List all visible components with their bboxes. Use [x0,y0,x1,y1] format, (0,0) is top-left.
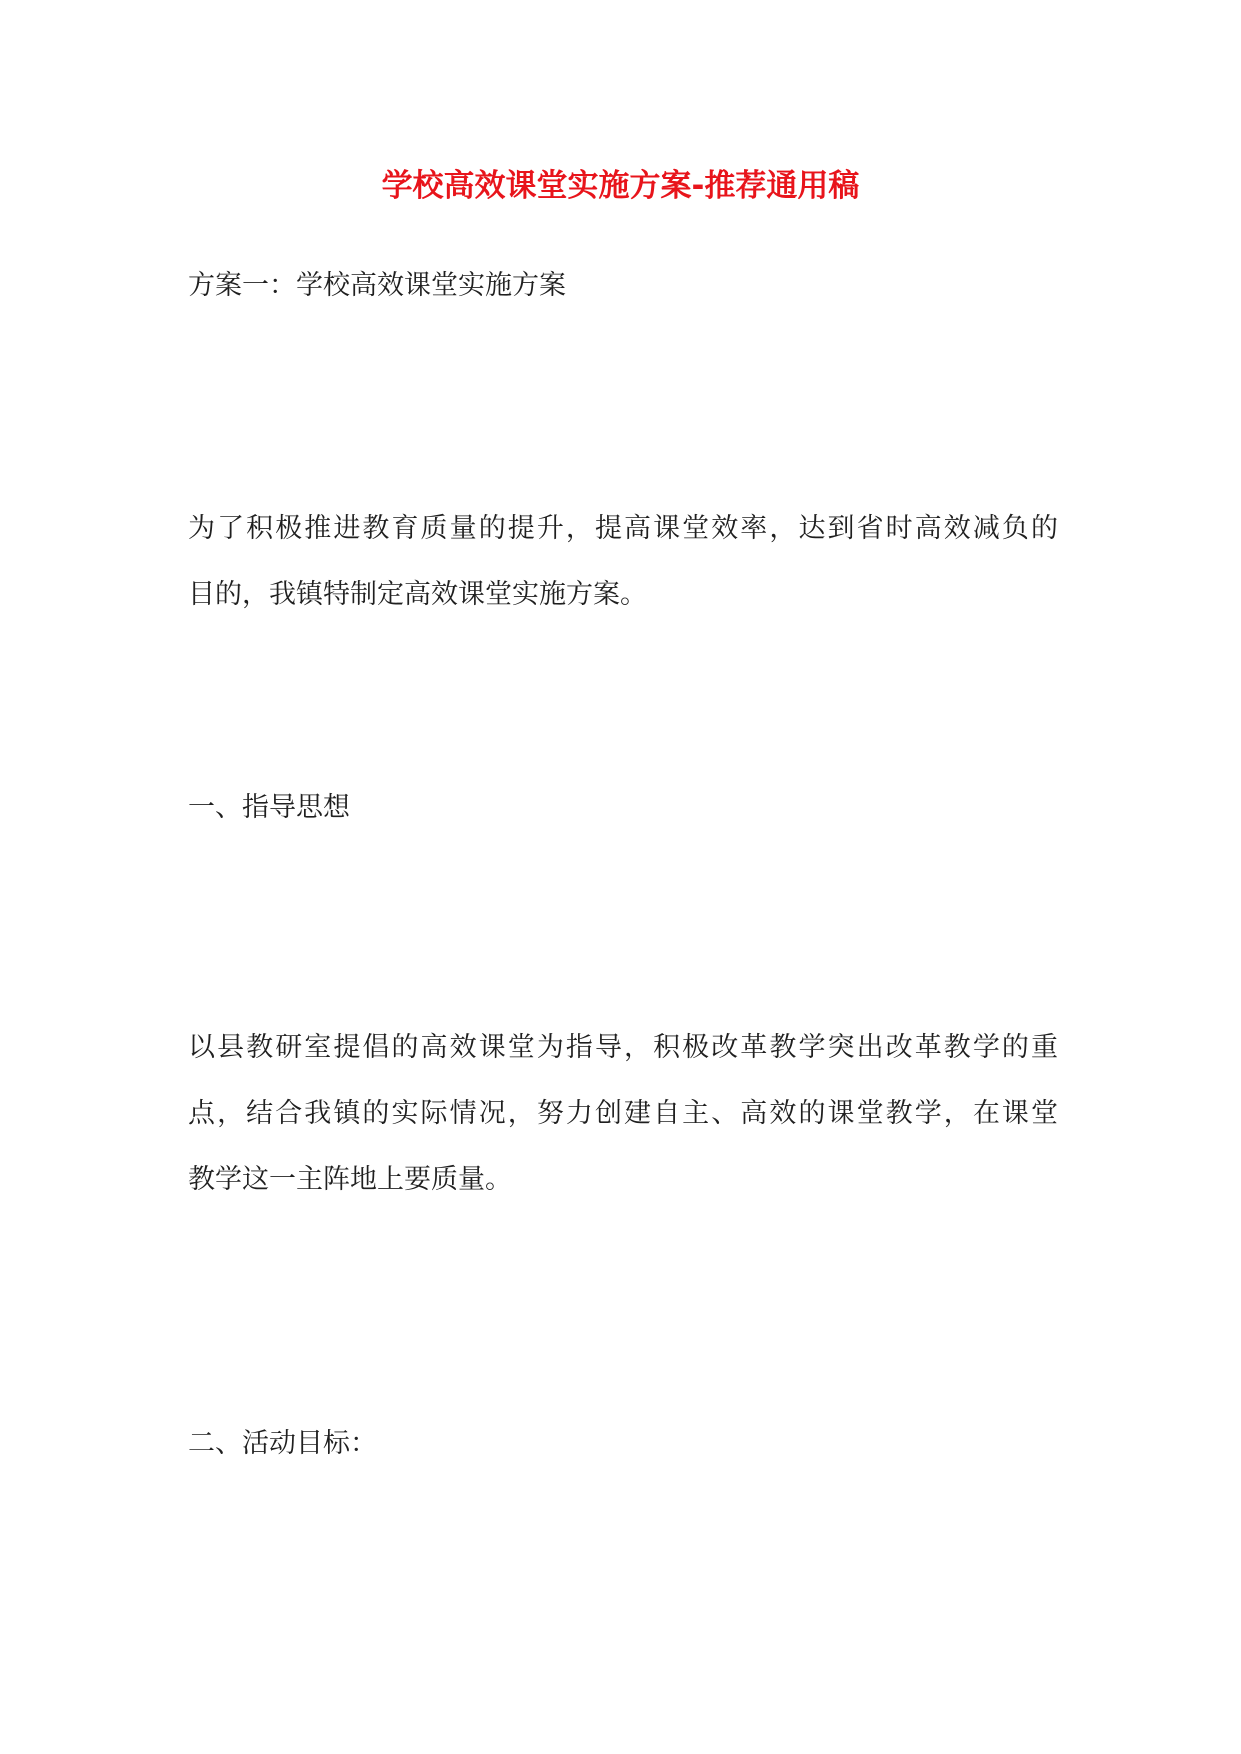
section2-heading: 二、活动目标： [188,1428,377,1459]
section1-heading: 一、指导思想 [188,792,350,823]
plan-heading: 方案一：学校高效课堂实施方案 [188,270,566,301]
section1-line-1: 以县教研室提倡的高效课堂为指导，积极改革教学突出改革教学的重 [188,1032,1058,1063]
intro-line-1: 为了积极推进教育质量的提升，提高课堂效率，达到省时高效减负的 [188,513,1058,544]
document-title: 学校高效课堂实施方案-推荐通用稿 [381,168,860,204]
intro-paragraph [188,496,1058,628]
section1-paragraph [188,1015,1058,1213]
section1-line-2: 点，结合我镇的实际情况，努力创建自主、高效的课堂教学，在课堂 [188,1098,1058,1129]
section1-line-3: 教学这一主阵地上要质量。 [188,1164,512,1195]
intro-line-2: 目的，我镇特制定高效课堂实施方案。 [188,579,647,610]
